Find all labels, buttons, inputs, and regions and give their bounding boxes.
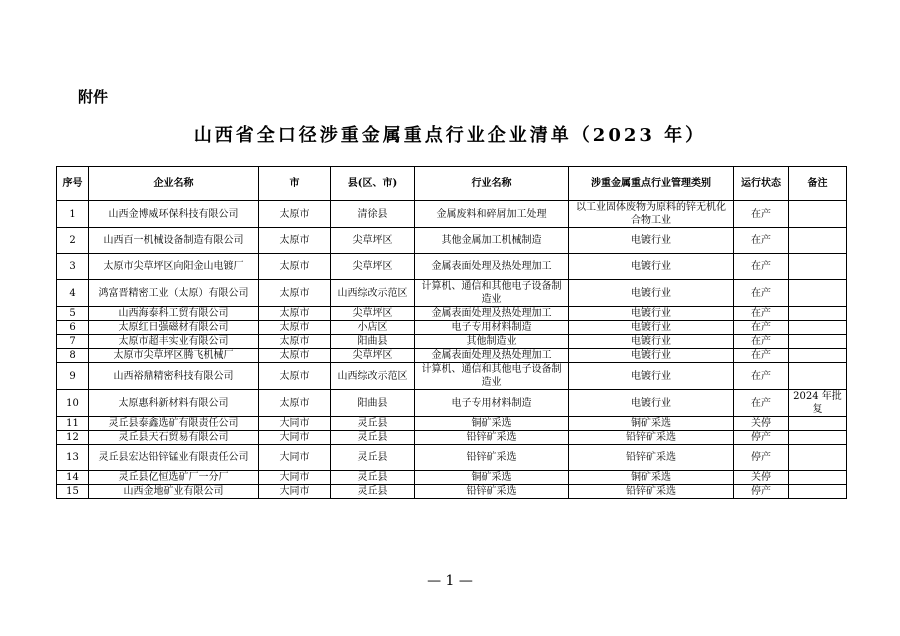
table-cell-note [789, 417, 847, 431]
table-cell-note [789, 280, 847, 307]
table-cell-industry: 其他金属加工机械制造 [415, 228, 569, 254]
table-cell-no: 4 [57, 280, 89, 307]
table-cell-note [789, 201, 847, 228]
page-title: 山西省全口径涉重金属重点行业企业清单（2023 年） [193, 125, 707, 146]
table-cell-company: 太原市尖草坪区向阳金山电镀厂 [89, 254, 259, 280]
table-cell-company: 山西金博威环保科技有限公司 [89, 201, 259, 228]
table-header-row [57, 167, 847, 201]
table-cell-city: 太原市 [259, 201, 331, 228]
table-cell-category: 铜矿采选 [569, 417, 734, 431]
table-cell-company: 太原红日强磁材有限公司 [89, 321, 259, 335]
table-cell-county: 小店区 [331, 321, 415, 335]
table-cell-industry: 电子专用材料制造 [415, 321, 569, 335]
table-row [57, 431, 847, 445]
table-cell-county: 尖草坪区 [331, 349, 415, 363]
table-cell-status: 停产 [734, 431, 789, 445]
table-cell-industry: 铜矿采选 [415, 471, 569, 485]
column-header: 运行状态 [734, 167, 789, 201]
page-number: — 1 — [427, 573, 473, 589]
table-cell-company: 太原市尖草坪区腾飞机械厂 [89, 349, 259, 363]
table-cell-industry: 电子专用材料制造 [415, 390, 569, 417]
table-cell-category: 铅锌矿采选 [569, 485, 734, 499]
table-cell-category: 电镀行业 [569, 363, 734, 390]
table-row [57, 485, 847, 499]
table-cell-status: 关停 [734, 417, 789, 431]
table-cell-industry: 计算机、通信和其他电子设备制造业 [415, 280, 569, 307]
column-header: 涉重金属重点行业管理类别 [569, 167, 734, 201]
table-cell-status: 在产 [734, 307, 789, 321]
table-cell-status: 在产 [734, 335, 789, 349]
table-cell-status: 停产 [734, 485, 789, 499]
table-cell-status: 停产 [734, 445, 789, 471]
table-cell-category: 铅锌矿采选 [569, 445, 734, 471]
table-cell-industry: 铅锌矿采选 [415, 485, 569, 499]
table-cell-status: 在产 [734, 321, 789, 335]
table-cell-city: 大同市 [259, 445, 331, 471]
table-cell-note [789, 471, 847, 485]
table-cell-no: 13 [57, 445, 89, 471]
table-cell-note [789, 485, 847, 499]
table-cell-company: 灵丘县宏达铅锌锰业有限责任公司 [89, 445, 259, 471]
column-header: 县(区、市) [331, 167, 415, 201]
table-cell-county: 灵丘县 [331, 417, 415, 431]
table-cell-status: 在产 [734, 201, 789, 228]
table-row [57, 307, 847, 321]
table-row [57, 280, 847, 307]
table-cell-county: 尖草坪区 [331, 228, 415, 254]
table-row [57, 417, 847, 431]
table-cell-industry: 金属表面处理及热处理加工 [415, 254, 569, 280]
table-cell-company: 鸿富晋精密工业（太原）有限公司 [89, 280, 259, 307]
table-row [57, 445, 847, 471]
table-cell-company: 山西百一机械设备制造有限公司 [89, 228, 259, 254]
table-cell-no: 8 [57, 349, 89, 363]
table-cell-county: 灵丘县 [331, 471, 415, 485]
table-cell-city: 太原市 [259, 254, 331, 280]
table-cell-industry: 其他制造业 [415, 335, 569, 349]
table-cell-category: 铜矿采选 [569, 471, 734, 485]
table-cell-company: 灵丘县天石贸易有限公司 [89, 431, 259, 445]
table-cell-county: 阳曲县 [331, 390, 415, 417]
table-cell-note [789, 321, 847, 335]
table-row [57, 471, 847, 485]
table-cell-industry: 铅锌矿采选 [415, 431, 569, 445]
table-cell-industry: 金属表面处理及热处理加工 [415, 307, 569, 321]
table-row [57, 363, 847, 390]
table-row [57, 390, 847, 417]
table-cell-no: 15 [57, 485, 89, 499]
table-cell-city: 太原市 [259, 280, 331, 307]
table-cell-county: 灵丘县 [331, 431, 415, 445]
table-cell-city: 太原市 [259, 335, 331, 349]
table-cell-city: 大同市 [259, 431, 331, 445]
table-cell-status: 在产 [734, 228, 789, 254]
table-cell-company: 山西裕鼎精密科技有限公司 [89, 363, 259, 390]
table-cell-category: 电镀行业 [569, 349, 734, 363]
table-cell-city: 太原市 [259, 228, 331, 254]
column-header: 备注 [789, 167, 847, 201]
table-cell-category: 电镀行业 [569, 390, 734, 417]
table-cell-no: 7 [57, 335, 89, 349]
table-cell-industry: 铅锌矿采选 [415, 445, 569, 471]
table-cell-county: 阳曲县 [331, 335, 415, 349]
table-cell-city: 太原市 [259, 349, 331, 363]
table-cell-city: 大同市 [259, 471, 331, 485]
table-cell-category: 以工业固体废物为原料的锌无机化合物工业 [569, 201, 734, 228]
table-cell-status: 在产 [734, 254, 789, 280]
table-cell-industry: 铜矿采选 [415, 417, 569, 431]
attachment-label: 附件 [78, 88, 109, 106]
table-cell-county: 尖草坪区 [331, 307, 415, 321]
table-cell-category: 电镀行业 [569, 307, 734, 321]
table-cell-status: 关停 [734, 471, 789, 485]
table-cell-note: 2024 年批复 [789, 390, 847, 417]
table-cell-company: 山西海泰科工贸有限公司 [89, 307, 259, 321]
table-cell-no: 3 [57, 254, 89, 280]
table-cell-city: 太原市 [259, 307, 331, 321]
table-cell-no: 1 [57, 201, 89, 228]
table-cell-industry: 金属废料和碎屑加工处理 [415, 201, 569, 228]
table-cell-city: 太原市 [259, 321, 331, 335]
column-header: 序号 [57, 167, 89, 201]
column-header: 行业名称 [415, 167, 569, 201]
table-cell-category: 电镀行业 [569, 254, 734, 280]
table-cell-county: 灵丘县 [331, 445, 415, 471]
table-cell-city: 太原市 [259, 390, 331, 417]
enterprise-table [56, 166, 847, 499]
table-cell-city: 大同市 [259, 485, 331, 499]
table-cell-company: 太原市超丰实业有限公司 [89, 335, 259, 349]
table-cell-no: 11 [57, 417, 89, 431]
table-cell-county: 清徐县 [331, 201, 415, 228]
table-row [57, 349, 847, 363]
table-cell-status: 在产 [734, 280, 789, 307]
table-cell-status: 在产 [734, 390, 789, 417]
table-cell-no: 10 [57, 390, 89, 417]
table-cell-city: 太原市 [259, 363, 331, 390]
table-cell-note [789, 445, 847, 471]
table-cell-city: 大同市 [259, 417, 331, 431]
table-cell-no: 2 [57, 228, 89, 254]
table-cell-company: 灵丘县泰鑫选矿有限责任公司 [89, 417, 259, 431]
table-cell-status: 在产 [734, 349, 789, 363]
table-cell-category: 电镀行业 [569, 228, 734, 254]
table-cell-category: 电镀行业 [569, 280, 734, 307]
table-row [57, 254, 847, 280]
table-cell-county: 灵丘县 [331, 485, 415, 499]
table-cell-industry: 计算机、通信和其他电子设备制造业 [415, 363, 569, 390]
table-cell-status: 在产 [734, 363, 789, 390]
table-row [57, 335, 847, 349]
table-cell-note [789, 363, 847, 390]
table-cell-company: 山西金地矿业有限公司 [89, 485, 259, 499]
table-cell-county: 尖草坪区 [331, 254, 415, 280]
table-row [57, 321, 847, 335]
table-cell-no: 14 [57, 471, 89, 485]
table-cell-no: 6 [57, 321, 89, 335]
table-cell-category: 电镀行业 [569, 335, 734, 349]
table-cell-no: 5 [57, 307, 89, 321]
table-cell-note [789, 431, 847, 445]
table-cell-note [789, 228, 847, 254]
table-cell-company: 灵丘县亿恒选矿厂一分厂 [89, 471, 259, 485]
column-header: 市 [259, 167, 331, 201]
table-cell-note [789, 349, 847, 363]
table-cell-note [789, 254, 847, 280]
table-cell-industry: 金属表面处理及热处理加工 [415, 349, 569, 363]
table-cell-note [789, 335, 847, 349]
table-cell-category: 电镀行业 [569, 321, 734, 335]
table-row [57, 201, 847, 228]
table-cell-no: 9 [57, 363, 89, 390]
table-cell-county: 山西综改示范区 [331, 363, 415, 390]
table-cell-company: 太原惠科新材料有限公司 [89, 390, 259, 417]
table-row [57, 228, 847, 254]
table-cell-category: 铅锌矿采选 [569, 431, 734, 445]
column-header: 企业名称 [89, 167, 259, 201]
table-cell-county: 山西综改示范区 [331, 280, 415, 307]
table-cell-note [789, 307, 847, 321]
table-cell-no: 12 [57, 431, 89, 445]
